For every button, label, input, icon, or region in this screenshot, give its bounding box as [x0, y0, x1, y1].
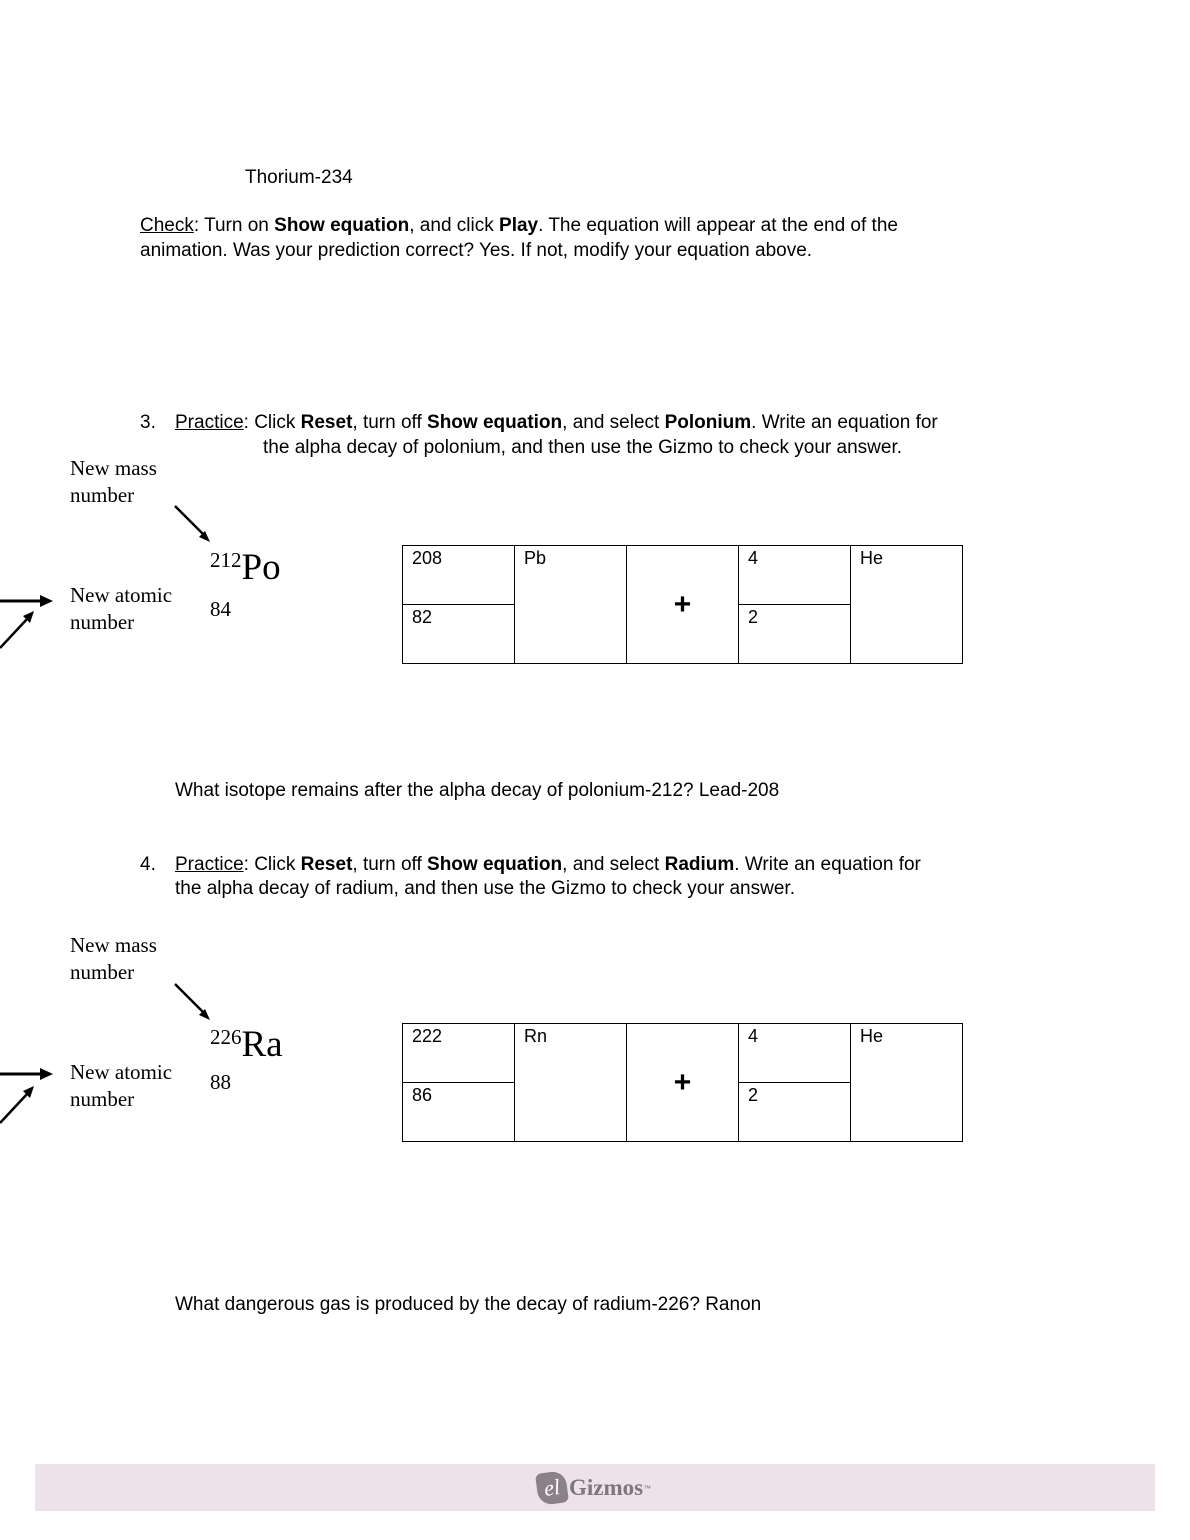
q4-parent-symbol: Ra [241, 1024, 283, 1065]
q3-product-mass[interactable]: 208 [403, 546, 515, 605]
q3-alpha-symbol[interactable]: He [851, 546, 963, 664]
q3-mass-arrow-icon [170, 502, 214, 546]
q4-number: 4. [140, 854, 156, 875]
q3-parent-atomic: 84 [210, 597, 231, 621]
q4-parent-nuclide [210, 1023, 283, 1066]
q3-plus-sign: + [627, 546, 739, 664]
q4-parent-mass: 226 [210, 1025, 242, 1049]
gizmos-logo-text: Gizmos [569, 1475, 644, 1500]
q3-product-symbol[interactable]: Pb [515, 546, 627, 664]
check-instruction-line2: animation. Was your prediction correct? Yes. If not, modify your equation above. [140, 240, 813, 261]
q4-product-mass[interactable]: 222 [403, 1024, 515, 1083]
q3-instruction-line1: Practice: Click Reset, turn off Show equation, and select Polonium. Write an equation for [175, 412, 938, 433]
q3-alpha-atomic[interactable]: 2 [739, 605, 851, 664]
q4-mass-arrow-icon [170, 980, 214, 1024]
q3-parent-mass: 212 [210, 548, 242, 572]
q3-alpha-mass[interactable]: 4 [739, 546, 851, 605]
q4-parent-atomic: 88 [210, 1070, 231, 1094]
q4-alpha-symbol[interactable]: He [851, 1024, 963, 1142]
q4-atomic-arrows-icon [0, 1067, 56, 1127]
q3-question: What isotope remains after the alpha decay of polonium-212? Lead-208 [175, 780, 780, 801]
q3-parent-symbol: Po [241, 547, 281, 588]
q3-parent-nuclide [210, 546, 281, 589]
q4-instruction-line1: Practice: Click Reset, turn off Show equation, and select Radium. Write an equation for [175, 854, 921, 875]
q3-equation-table [402, 545, 963, 664]
q4-plus-sign: + [627, 1024, 739, 1142]
q4-instruction-line2: the alpha decay of radium, and then use the Gizmo to check your answer. [175, 878, 795, 899]
check-label: Check [140, 215, 194, 236]
q3-number: 3. [140, 412, 156, 433]
el-logo-icon: el [535, 1470, 569, 1506]
q4-alpha-mass[interactable]: 4 [739, 1024, 851, 1083]
q3-atomic-label: New atomic number [70, 583, 173, 634]
q4-question: What dangerous gas is produced by the decay of radium-226? Ranon [175, 1294, 762, 1315]
q3-mass-label: New mass number [70, 456, 157, 507]
q3-product-atomic[interactable]: 82 [403, 605, 515, 664]
trademark-symbol: ™ [643, 1483, 652, 1493]
q4-atomic-label: New atomic number [70, 1060, 173, 1111]
check-instruction-line1: Check: Turn on Show equation, and click Play. The equation will appear at the end of the [140, 215, 898, 236]
q4-practice-label: Practice [175, 854, 244, 875]
q3-atomic-arrows-icon [0, 594, 56, 652]
q4-product-symbol[interactable]: Rn [515, 1024, 627, 1142]
q4-product-atomic[interactable]: 86 [403, 1083, 515, 1142]
q3-practice-label: Practice [175, 412, 244, 433]
q4-mass-label: New mass number [70, 933, 157, 984]
q4-alpha-atomic[interactable]: 2 [739, 1083, 851, 1142]
thorium-answer: Thorium-234 [245, 167, 353, 188]
q3-instruction-line2: the alpha decay of polonium, and then use the Gizmo to check your answer. [263, 437, 902, 458]
q4-equation-table [402, 1023, 963, 1142]
gizmos-logo [537, 1470, 651, 1506]
